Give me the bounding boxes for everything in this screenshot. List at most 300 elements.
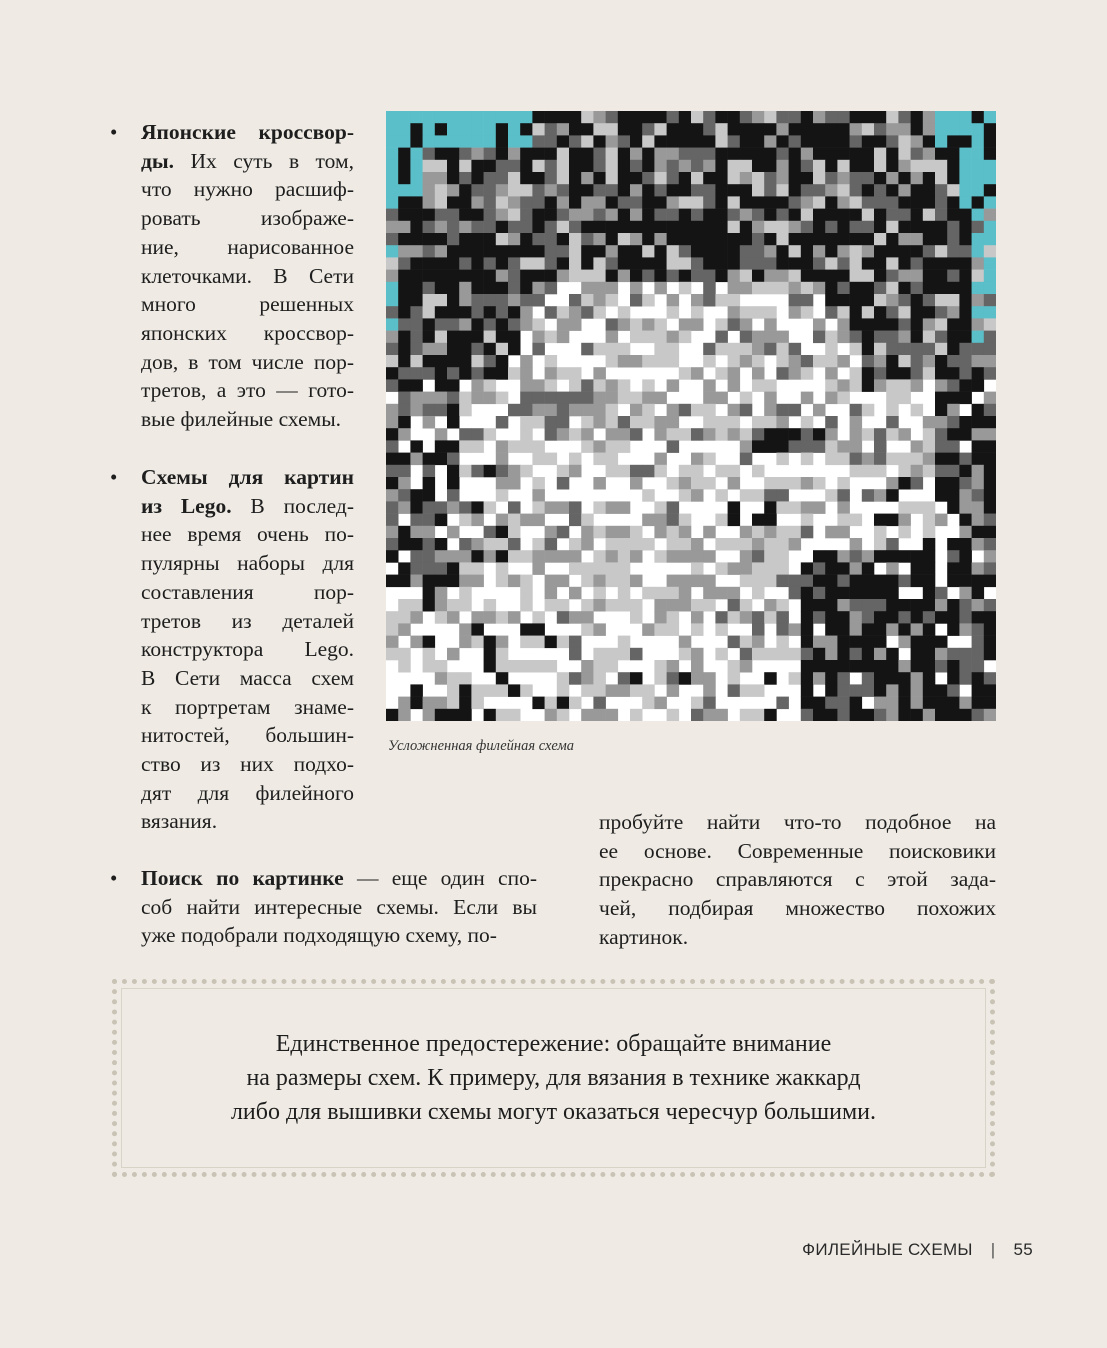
pattern-cell <box>630 221 643 234</box>
pattern-cell <box>862 318 875 331</box>
pattern-cell <box>911 672 924 685</box>
pattern-cell <box>581 148 594 161</box>
pattern-cell <box>654 355 667 368</box>
pattern-cell <box>667 404 680 417</box>
pattern-cell <box>642 684 655 697</box>
pattern-cell <box>459 465 472 478</box>
pattern-cell <box>776 636 789 649</box>
pattern-cell <box>789 257 802 270</box>
pattern-cell <box>484 257 497 270</box>
pattern-cell <box>691 148 704 161</box>
pattern-cell <box>825 684 838 697</box>
pattern-cell <box>654 550 667 563</box>
pattern-cell <box>972 684 985 697</box>
pattern-cell <box>410 172 423 185</box>
pattern-cell <box>545 221 558 234</box>
pattern-cell <box>813 245 826 258</box>
pattern-cell <box>764 282 777 295</box>
pattern-cell <box>508 526 521 539</box>
pattern-cell <box>569 123 582 136</box>
pattern-cell <box>923 709 936 721</box>
pattern-cell <box>923 294 936 307</box>
pattern-cell <box>935 233 948 246</box>
pattern-cell <box>862 160 875 173</box>
pattern-cell <box>874 184 887 197</box>
pattern-cell <box>679 184 692 197</box>
pattern-cell <box>752 233 765 246</box>
pattern-cell <box>862 404 875 417</box>
pattern-cell <box>972 160 985 173</box>
pattern-cell <box>557 331 570 344</box>
pattern-cell <box>923 221 936 234</box>
pattern-cell <box>947 550 960 563</box>
pattern-cell <box>935 282 948 295</box>
bold-term: ды. <box>141 148 175 173</box>
pattern-cell <box>911 172 924 185</box>
pattern-cell <box>471 440 484 453</box>
pattern-cell <box>569 501 582 514</box>
pattern-cell <box>398 245 411 258</box>
pattern-cell <box>703 709 716 721</box>
pattern-cell <box>886 587 899 600</box>
pattern-cell <box>435 172 448 185</box>
text-line: ство из них подхо- <box>141 752 354 777</box>
pattern-cell <box>776 160 789 173</box>
pattern-cell <box>764 392 777 405</box>
pattern-cell <box>459 233 472 246</box>
pattern-cell <box>984 648 996 661</box>
pattern-cell <box>898 123 911 136</box>
pattern-cell <box>984 282 996 295</box>
pattern-cell <box>459 209 472 222</box>
pattern-cell <box>642 392 655 405</box>
pattern-cell <box>715 270 728 283</box>
pattern-cell <box>959 465 972 478</box>
pattern-cell <box>764 306 777 319</box>
pattern-cell <box>484 709 497 721</box>
pattern-cell <box>801 270 814 283</box>
pattern-cell <box>813 160 826 173</box>
pattern-cell <box>398 196 411 209</box>
pattern-cell <box>545 172 558 185</box>
pattern-cell <box>435 660 448 673</box>
pattern-cell <box>459 172 472 185</box>
pattern-cell <box>850 404 863 417</box>
pattern-cell <box>581 562 594 575</box>
pattern-cell <box>532 477 545 490</box>
pattern-cell <box>532 343 545 356</box>
pattern-cell <box>801 160 814 173</box>
pattern-cell <box>947 697 960 710</box>
bullet-text <box>141 864 537 950</box>
pattern-cell <box>532 331 545 344</box>
pattern-cell <box>715 233 728 246</box>
pattern-cell <box>593 123 606 136</box>
pattern-cell <box>667 148 680 161</box>
pattern-cell <box>886 575 899 588</box>
pattern-cell <box>947 453 960 466</box>
pattern-cell <box>557 148 570 161</box>
pattern-cell <box>508 184 521 197</box>
pattern-cell <box>496 135 509 148</box>
pattern-cell <box>459 684 472 697</box>
pattern-cell <box>545 184 558 197</box>
pattern-cell <box>703 453 716 466</box>
pattern-cell <box>471 209 484 222</box>
pattern-cell <box>593 587 606 600</box>
pattern-cell <box>898 672 911 685</box>
pattern-cell <box>935 160 948 173</box>
pattern-cell <box>850 367 863 380</box>
pattern-cell <box>679 245 692 258</box>
pattern-cell <box>654 672 667 685</box>
pattern-cell <box>496 270 509 283</box>
pattern-cell <box>923 575 936 588</box>
pattern-cell <box>984 684 996 697</box>
pattern-cell <box>606 538 619 551</box>
pattern-cell <box>972 257 985 270</box>
pattern-cell <box>593 550 606 563</box>
pattern-cell <box>435 611 448 624</box>
pattern-cell <box>435 501 448 514</box>
pattern-cell <box>972 501 985 514</box>
pattern-cell <box>508 196 521 209</box>
pattern-cell <box>886 233 899 246</box>
pattern-cell <box>923 355 936 368</box>
pattern-cell <box>471 623 484 636</box>
pattern-cell <box>496 233 509 246</box>
pattern-cell <box>618 135 631 148</box>
pattern-cell <box>825 611 838 624</box>
pattern-cell <box>862 575 875 588</box>
pattern-cell <box>679 550 692 563</box>
pattern-cell <box>410 257 423 270</box>
pattern-cell <box>606 562 619 575</box>
text-line: клеточками. В Сети <box>141 263 354 288</box>
pattern-cell <box>728 135 741 148</box>
pattern-cell <box>789 135 802 148</box>
pattern-cell <box>520 111 533 124</box>
pattern-cell <box>898 245 911 258</box>
pattern-cell <box>618 672 631 685</box>
pattern-cell <box>728 636 741 649</box>
pattern-cell <box>764 562 777 575</box>
pattern-cell <box>837 392 850 405</box>
pattern-cell <box>850 306 863 319</box>
pattern-cell <box>520 379 533 392</box>
pattern-cell <box>459 294 472 307</box>
pattern-cell <box>789 245 802 258</box>
pattern-cell <box>667 599 680 612</box>
pattern-cell <box>691 160 704 173</box>
pattern-cell <box>728 404 741 417</box>
pattern-cell <box>837 611 850 624</box>
pattern-cell <box>435 697 448 710</box>
pattern-cell <box>959 257 972 270</box>
pattern-cell <box>630 111 643 124</box>
pattern-cell <box>801 245 814 258</box>
pattern-cell <box>532 123 545 136</box>
pattern-cell <box>911 684 924 697</box>
pattern-cell <box>728 282 741 295</box>
pattern-cell <box>593 648 606 661</box>
pattern-cell <box>423 209 436 222</box>
pattern-cell <box>545 148 558 161</box>
pattern-cell <box>557 270 570 283</box>
pattern-cell <box>520 660 533 673</box>
pattern-cell <box>776 184 789 197</box>
pattern-cell <box>947 306 960 319</box>
pattern-cell <box>764 184 777 197</box>
pattern-cell <box>508 135 521 148</box>
pattern-cell <box>410 306 423 319</box>
pattern-cell <box>447 379 460 392</box>
pattern-cell <box>618 343 631 356</box>
pattern-cell <box>532 562 545 575</box>
pattern-cell <box>947 599 960 612</box>
pattern-cell <box>837 684 850 697</box>
pattern-cell <box>959 160 972 173</box>
pattern-cell <box>618 379 631 392</box>
pattern-cell <box>435 343 448 356</box>
pattern-cell <box>484 135 497 148</box>
pattern-cell <box>764 245 777 258</box>
pattern-cell <box>532 379 545 392</box>
note-line: Единственное предостережение: обращайте внимание <box>275 1031 832 1057</box>
pattern-cell <box>691 245 704 258</box>
pattern-cell <box>691 575 704 588</box>
pattern-cell <box>593 221 606 234</box>
pattern-cell <box>886 379 899 392</box>
pattern-cell <box>850 575 863 588</box>
pattern-cell <box>459 709 472 721</box>
pattern-cell <box>703 282 716 295</box>
pattern-cell <box>935 416 948 429</box>
pattern-cell <box>557 416 570 429</box>
pattern-cell <box>545 233 558 246</box>
pattern-cell <box>752 636 765 649</box>
pattern-cell <box>545 636 558 649</box>
pattern-cell <box>972 697 985 710</box>
pattern-cell <box>386 623 399 636</box>
pattern-cell <box>679 135 692 148</box>
pattern-cell <box>850 160 863 173</box>
pattern-cell <box>984 196 996 209</box>
pattern-cell <box>789 123 802 136</box>
pattern-cell <box>911 148 924 161</box>
pattern-cell <box>545 575 558 588</box>
pattern-cell <box>386 636 399 649</box>
pattern-cell <box>630 428 643 441</box>
pattern-cell <box>642 355 655 368</box>
pixel-portrait-image <box>386 111 996 721</box>
pattern-cell <box>654 123 667 136</box>
pattern-cell <box>484 392 497 405</box>
pattern-cell <box>691 306 704 319</box>
pattern-cell <box>398 611 411 624</box>
pattern-cell <box>435 379 448 392</box>
pattern-cell <box>630 611 643 624</box>
pattern-cell <box>886 111 899 124</box>
pattern-cell <box>435 148 448 161</box>
pattern-cell <box>972 611 985 624</box>
pattern-cell <box>923 526 936 539</box>
pattern-cell <box>484 184 497 197</box>
pattern-cell <box>606 318 619 331</box>
pattern-cell <box>496 111 509 124</box>
pattern-cell <box>386 379 399 392</box>
pattern-cell <box>386 270 399 283</box>
pattern-cell <box>423 709 436 721</box>
pattern-cell <box>984 538 996 551</box>
pattern-cell <box>557 123 570 136</box>
pattern-cell <box>898 196 911 209</box>
pattern-cell <box>471 282 484 295</box>
pattern-cell <box>850 294 863 307</box>
pattern-cell <box>618 428 631 441</box>
pattern-cell <box>837 477 850 490</box>
pattern-cell <box>837 587 850 600</box>
pattern-cell <box>545 709 558 721</box>
pattern-cell <box>959 428 972 441</box>
pattern-cell <box>557 306 570 319</box>
pattern-cell <box>581 160 594 173</box>
pattern-cell <box>679 477 692 490</box>
pattern-cell <box>386 465 399 478</box>
pattern-cell <box>813 636 826 649</box>
pattern-cell <box>813 172 826 185</box>
pattern-cell <box>752 355 765 368</box>
pattern-cell <box>764 123 777 136</box>
pattern-cell <box>386 440 399 453</box>
pattern-cell <box>569 611 582 624</box>
pattern-cell <box>423 453 436 466</box>
pattern-cell <box>532 318 545 331</box>
pattern-cell <box>593 209 606 222</box>
pattern-cell <box>776 196 789 209</box>
pattern-cell <box>691 123 704 136</box>
pattern-cell <box>874 440 887 453</box>
pattern-cell <box>850 697 863 710</box>
pattern-cell <box>984 416 996 429</box>
pattern-cell <box>959 172 972 185</box>
pattern-cell <box>813 672 826 685</box>
pattern-cell <box>520 160 533 173</box>
pattern-cell <box>471 270 484 283</box>
pattern-cell <box>557 318 570 331</box>
pattern-cell <box>691 318 704 331</box>
pattern-cell <box>911 465 924 478</box>
pattern-cell <box>532 404 545 417</box>
text-line: из Lego. В послед- <box>141 493 354 518</box>
pattern-cell <box>410 221 423 234</box>
pattern-cell <box>740 392 753 405</box>
pattern-cell <box>947 318 960 331</box>
pattern-cell <box>642 270 655 283</box>
pattern-cell <box>667 514 680 527</box>
pattern-cell <box>423 331 436 344</box>
pattern-cell <box>630 331 643 344</box>
pattern-cell <box>715 172 728 185</box>
pattern-cell <box>825 123 838 136</box>
pattern-cell <box>874 599 887 612</box>
pattern-cell <box>508 282 521 295</box>
pattern-cell <box>923 562 936 575</box>
pattern-cell <box>789 538 802 551</box>
pattern-cell <box>606 465 619 478</box>
pattern-cell <box>837 306 850 319</box>
pattern-cell <box>520 355 533 368</box>
pattern-cell <box>935 379 948 392</box>
pattern-cell <box>679 538 692 551</box>
pattern-cell <box>752 538 765 551</box>
pattern-cell <box>569 196 582 209</box>
pattern-cell <box>569 135 582 148</box>
pattern-cell <box>837 660 850 673</box>
pattern-cell <box>398 648 411 661</box>
pattern-cell <box>886 416 899 429</box>
pattern-cell <box>874 636 887 649</box>
pattern-cell <box>972 428 985 441</box>
pattern-cell <box>874 465 887 478</box>
pattern-cell <box>642 697 655 710</box>
pattern-cell <box>874 294 887 307</box>
pattern-cell <box>435 111 448 124</box>
pattern-cell <box>728 562 741 575</box>
pattern-cell <box>715 367 728 380</box>
pattern-cell <box>520 123 533 136</box>
pattern-cell <box>801 355 814 368</box>
pattern-cell <box>886 209 899 222</box>
pattern-cell <box>728 343 741 356</box>
pattern-cell <box>898 501 911 514</box>
pattern-cell <box>435 331 448 344</box>
pattern-cell <box>923 148 936 161</box>
pattern-cell <box>898 660 911 673</box>
pattern-cell <box>837 636 850 649</box>
pattern-cell <box>935 636 948 649</box>
pattern-cell <box>923 318 936 331</box>
pattern-cell <box>642 160 655 173</box>
pattern-cell <box>667 123 680 136</box>
pattern-cell <box>386 233 399 246</box>
pattern-cell <box>459 562 472 575</box>
pattern-cell <box>471 684 484 697</box>
figure-caption: Усложненная филейная схема <box>388 738 575 754</box>
pattern-cell <box>496 123 509 136</box>
pattern-cell <box>471 379 484 392</box>
pattern-cell <box>825 599 838 612</box>
pattern-cell <box>752 306 765 319</box>
pattern-cell <box>984 184 996 197</box>
pattern-cell <box>496 672 509 685</box>
pattern-cell <box>911 135 924 148</box>
pattern-cell <box>935 477 948 490</box>
pattern-cell <box>959 392 972 405</box>
pattern-cell <box>667 550 680 563</box>
pattern-cell <box>520 196 533 209</box>
pattern-cell <box>618 270 631 283</box>
pattern-cell <box>935 135 948 148</box>
pattern-cell <box>532 538 545 551</box>
pattern-cell <box>886 453 899 466</box>
pattern-cell <box>850 514 863 527</box>
pattern-cell <box>850 709 863 721</box>
pattern-cell <box>654 331 667 344</box>
pattern-cell <box>886 477 899 490</box>
pattern-cell <box>484 196 497 209</box>
pattern-cell <box>813 599 826 612</box>
